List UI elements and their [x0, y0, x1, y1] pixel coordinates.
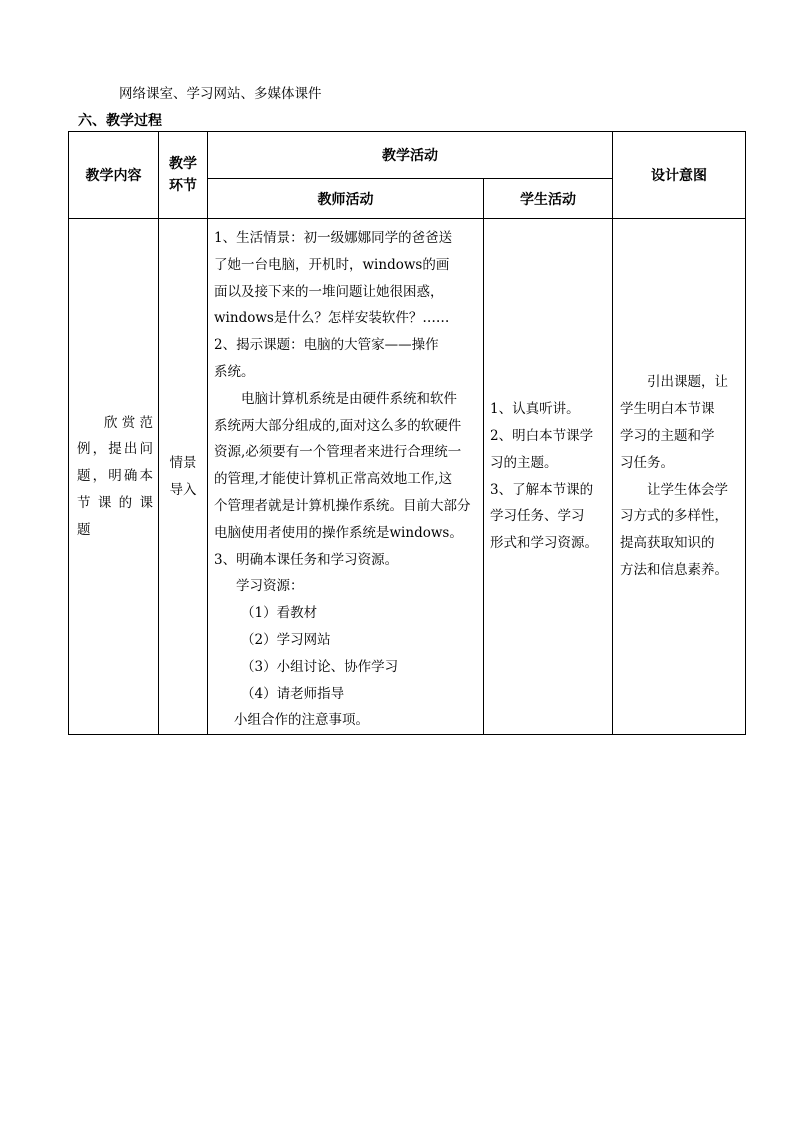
teacher-line: 电脑使用者使用的操作系统是windows。: [214, 524, 463, 541]
content-line: 题，明确本: [77, 468, 153, 485]
teacher-line: 系统两大部分组成的,面对这么多的软硬件: [214, 417, 462, 434]
link-cell: [159, 219, 208, 735]
student-line: 学习任务、学习: [490, 508, 585, 525]
teacher-activity-cell: [208, 219, 484, 735]
header-teaching-activity: 教学活动: [208, 132, 613, 179]
teacher-line: 了她一台电脑，开机时，windows的画: [214, 256, 450, 273]
design-line: 让学生体会学: [647, 481, 728, 498]
teacher-line: （3）小组讨论、协作学习: [241, 658, 399, 675]
student-line: 3、了解本节课的: [490, 481, 594, 498]
link-line: 导入: [169, 481, 197, 498]
header-teaching-link-line2: 环节: [169, 178, 197, 194]
teaching-process-table: [68, 131, 746, 735]
link-line: 情景: [169, 454, 197, 471]
teacher-line: （4）请老师指导: [241, 685, 345, 702]
design-line: 学习的主题和学: [620, 427, 715, 444]
student-line: 习的主题。: [490, 454, 558, 471]
header-teaching-link-line1: 教学: [169, 156, 197, 172]
design-line: 习方式的多样性，: [620, 508, 728, 525]
content-cell: [69, 219, 159, 735]
header-teaching-link: [159, 132, 208, 219]
teacher-line: windows是什么？怎样安装软件？……: [214, 310, 450, 327]
teacher-line: 2、揭示课题：电脑的大管家——操作: [214, 337, 439, 354]
student-line: 1、认真听讲。: [490, 401, 580, 418]
teaching-resources-line: 网络课室、学习网站、多媒体课件: [119, 86, 322, 102]
teacher-line: 的管理,才能使计算机正常高效地工作,这: [214, 471, 453, 488]
teacher-line: 小组合作的注意事项。: [234, 712, 369, 729]
student-line: 2、明白本节课学: [490, 427, 594, 444]
design-line: 引出课题，让: [647, 374, 728, 391]
content-line: 题: [77, 521, 91, 538]
teacher-line: （1）看教材: [241, 605, 318, 622]
design-line: 提高获取知识的: [620, 535, 715, 552]
header-student-activity: 学生活动: [484, 179, 613, 219]
teacher-line: 3、明确本课任务和学习资源。: [214, 551, 399, 568]
teacher-line: 系统。: [214, 363, 255, 380]
teacher-line: 面以及接下来的一堆问题让她很困惑，: [214, 283, 444, 300]
student-line: 形式和学习资源。: [490, 535, 598, 552]
teacher-line: 1、生活情景：初一级娜娜同学的爸爸送: [214, 230, 453, 246]
design-line: 习任务。: [620, 454, 674, 471]
design-intent-cell: [613, 219, 746, 735]
design-line: 学生明白本节课: [620, 401, 715, 418]
header-design-intent: 设计意图: [613, 132, 746, 219]
header-teacher-activity: 教师活动: [208, 179, 484, 219]
teacher-line: 学习资源：: [236, 578, 304, 595]
section-title: 六、教学过程: [78, 113, 162, 129]
student-activity-cell: [484, 219, 613, 735]
design-line: 方法和信息素养。: [620, 561, 728, 578]
teacher-line: 资源,必须要有一个管理者来进行合理统一: [214, 444, 462, 461]
teacher-line: （2）学习网站: [241, 631, 331, 648]
teacher-line: 电脑计算机系统是由硬件系统和软件: [241, 390, 457, 407]
teacher-line: 个管理者就是计算机操作系统。目前大部分: [214, 497, 471, 514]
content-line: 节课的课: [77, 494, 153, 511]
header-teaching-content: 教学内容: [69, 132, 159, 219]
content-line: 例，提出问: [77, 441, 153, 458]
content-line: 欣赏范: [104, 414, 153, 431]
